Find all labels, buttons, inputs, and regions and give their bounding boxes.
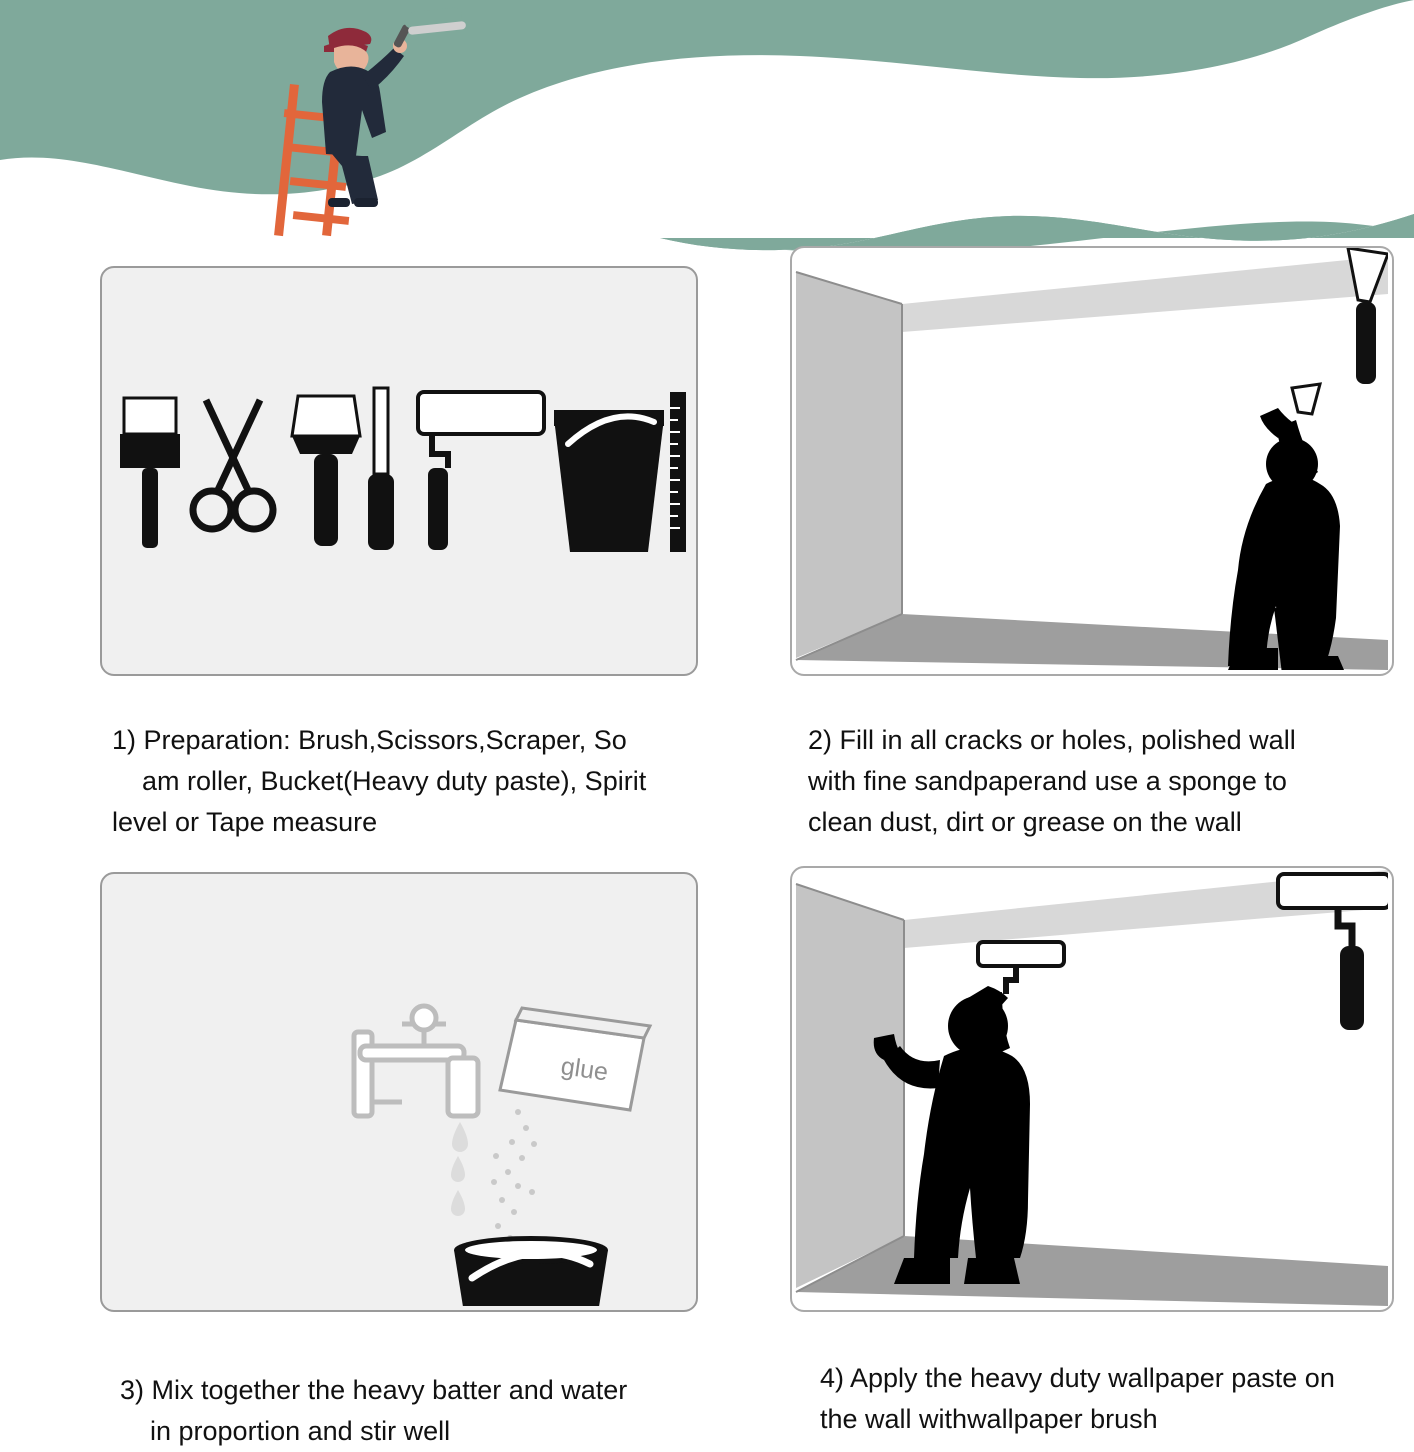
step-1-caption-line-2: am roller, Bucket(Heavy duty paste), Spirit (142, 766, 647, 796)
scissors-icon (193, 400, 273, 529)
step-1-caption-line-3: level or Tape measure (112, 807, 378, 837)
step-2-illustration (790, 246, 1394, 676)
paint-roller-icon (418, 392, 544, 550)
step-1-caption (112, 720, 712, 843)
step-4-caption (820, 1358, 1414, 1440)
step-2-caption-line-2: with fine sandpaperand use a sponge to (808, 766, 1287, 796)
scraper-icon (292, 396, 360, 546)
paint-brush-icon (120, 398, 180, 548)
step-4-caption-line-2: the wall withwallpaper brush (820, 1404, 1158, 1434)
glue-bag-icon (500, 1008, 650, 1110)
step-3-caption-line-2: in proportion and stir well (150, 1416, 451, 1446)
header-banner (0, 0, 1414, 262)
tape-measure-icon (670, 392, 686, 552)
page-title: Installation steps (564, 79, 1096, 151)
faucet-icon (354, 1006, 478, 1116)
water-drops-icon (451, 1122, 468, 1216)
step-4-caption-line-1: 4) Apply the heavy duty wallpaper paste on (820, 1363, 1335, 1393)
step-3-illustration (100, 872, 698, 1312)
step-2-caption-line-3: clean dust, dirt or grease on the wall (808, 807, 1242, 837)
step-3-caption (120, 1370, 720, 1452)
glue-bag-label: glue (559, 1052, 610, 1087)
putty-knife-icon (368, 388, 394, 550)
bucket-icon (554, 410, 664, 552)
bucket-icon (454, 1236, 608, 1306)
step-2-caption-line-1: 2) Fill in all cracks or holes, polished wall (808, 725, 1296, 755)
step-1-illustration (100, 266, 698, 676)
step-4-illustration (790, 866, 1394, 1312)
step-3-caption-line-1: 3) Mix together the heavy batter and water (120, 1375, 628, 1405)
powder-stream-icon (491, 1109, 537, 1241)
room-perspective-icon (796, 868, 1388, 1306)
step-1-caption-line-1: 1) Preparation: Brush,Scissors,Scraper, So (112, 725, 627, 755)
step-2-caption (808, 720, 1408, 843)
